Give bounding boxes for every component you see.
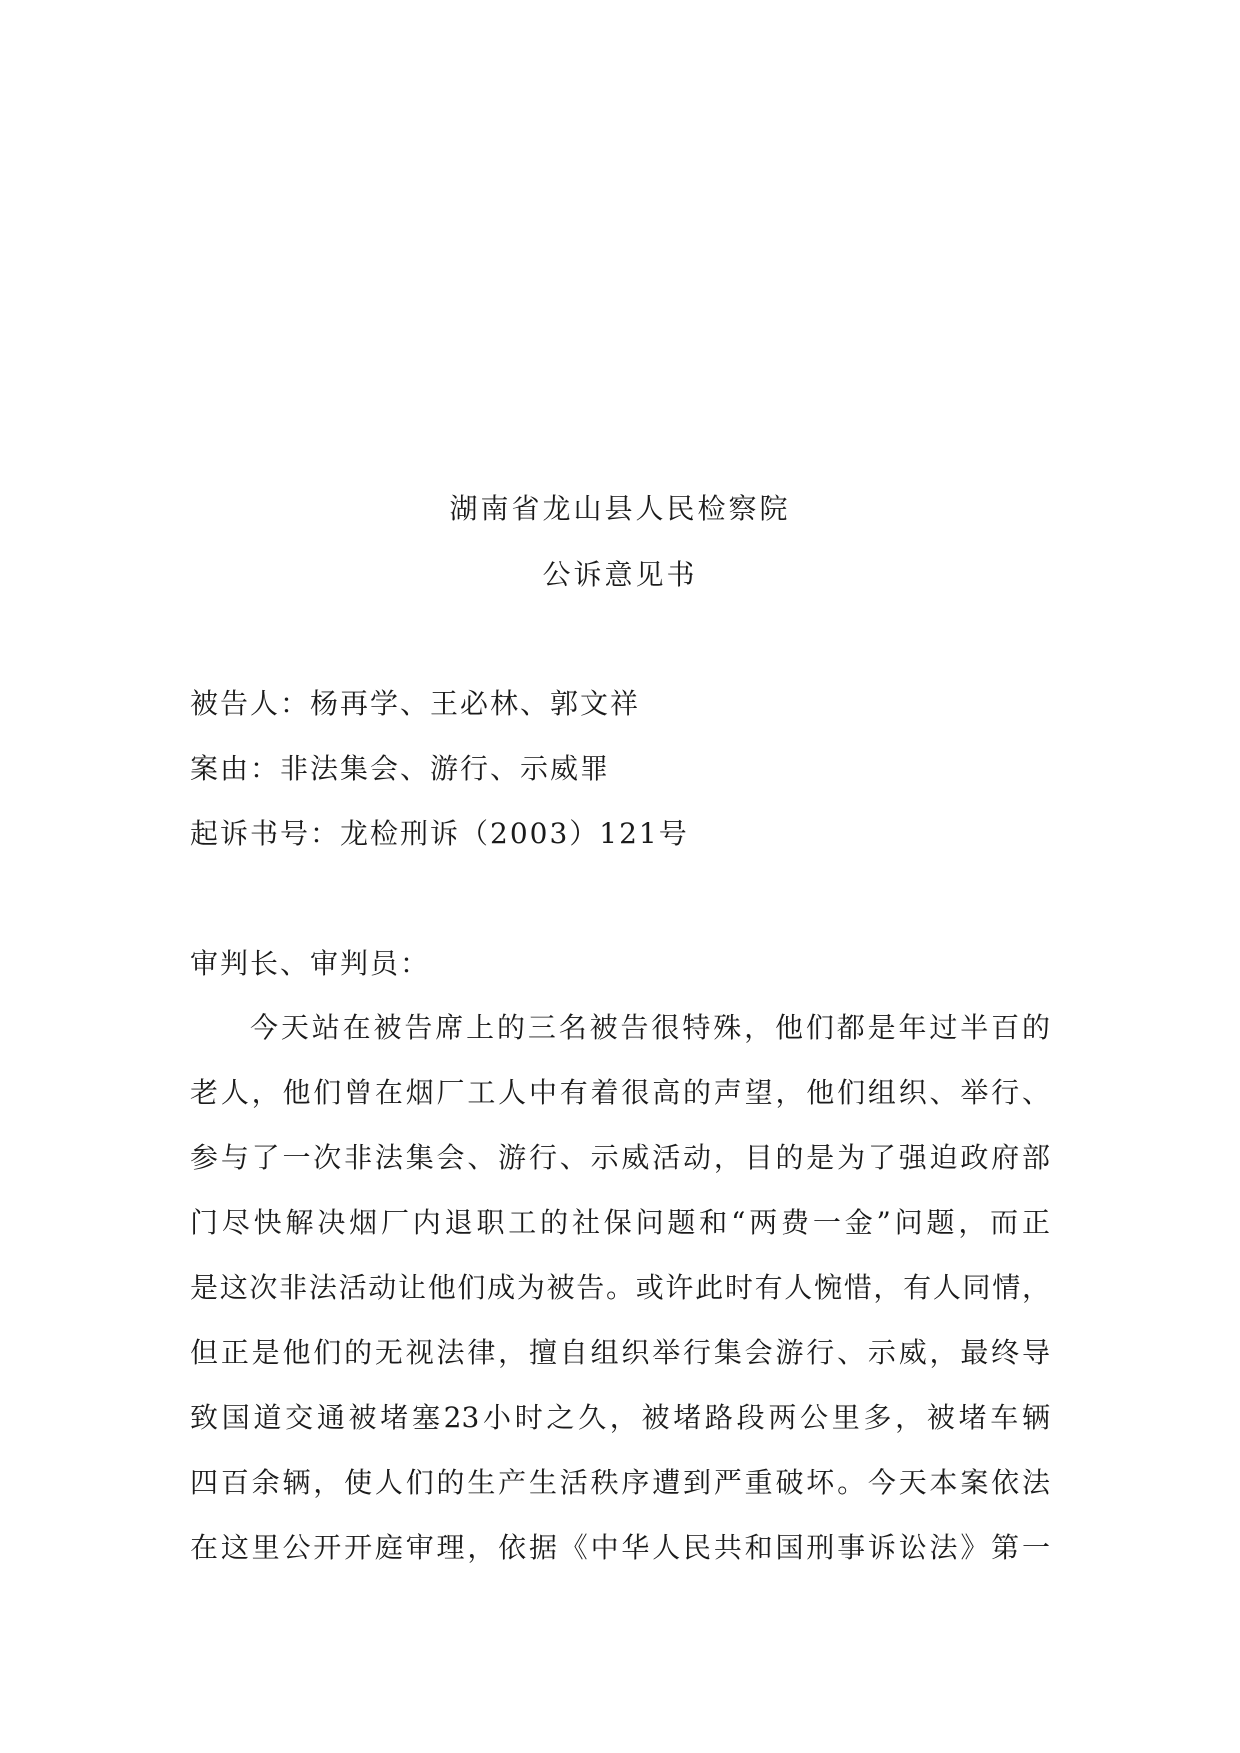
salutation: 审判长、审判员： — [190, 947, 431, 980]
body-line: 但正是他们的无视法律，擅自组织举行集会游行、示威，最终导 — [190, 1336, 1050, 1369]
document-title: 公诉意见书 — [542, 558, 698, 591]
indictment-number-line: 起诉书号：龙检刑诉（2003）121号 — [190, 817, 689, 850]
body-line: 今天站在被告席上的三名被告很特殊，他们都是年过半百的 — [250, 1011, 1050, 1044]
body-line: 门尽快解决烟厂内退职工的社保问题和“两费一金”问题，而正 — [190, 1206, 1050, 1239]
document-organization: 湖南省龙山县人民检察院 — [449, 492, 791, 525]
body-line: 是这次非法活动让他们成为被告。或许此时有人惋惜，有人同情， — [190, 1271, 1050, 1304]
body-line: 在这里公开开庭审理，依据《中华人民共和国刑事诉讼法》第一 — [190, 1531, 1050, 1564]
body-line: 老人，他们曾在烟厂工人中有着很高的声望，他们组织、举行、 — [190, 1076, 1050, 1109]
body-line: 参与了一次非法集会、游行、示威活动，目的是为了强迫政府部 — [190, 1141, 1050, 1174]
defendants-line: 被告人：杨再学、王必林、郭文祥 — [190, 687, 641, 720]
body-line: 四百余辆，使人们的生产生活秩序遭到严重破坏。今天本案依法 — [190, 1466, 1050, 1499]
body-line: 致国道交通被堵塞23小时之久，被堵路段两公里多，被堵车辆 — [190, 1401, 1050, 1434]
charge-line: 案由：非法集会、游行、示威罪 — [190, 752, 611, 785]
